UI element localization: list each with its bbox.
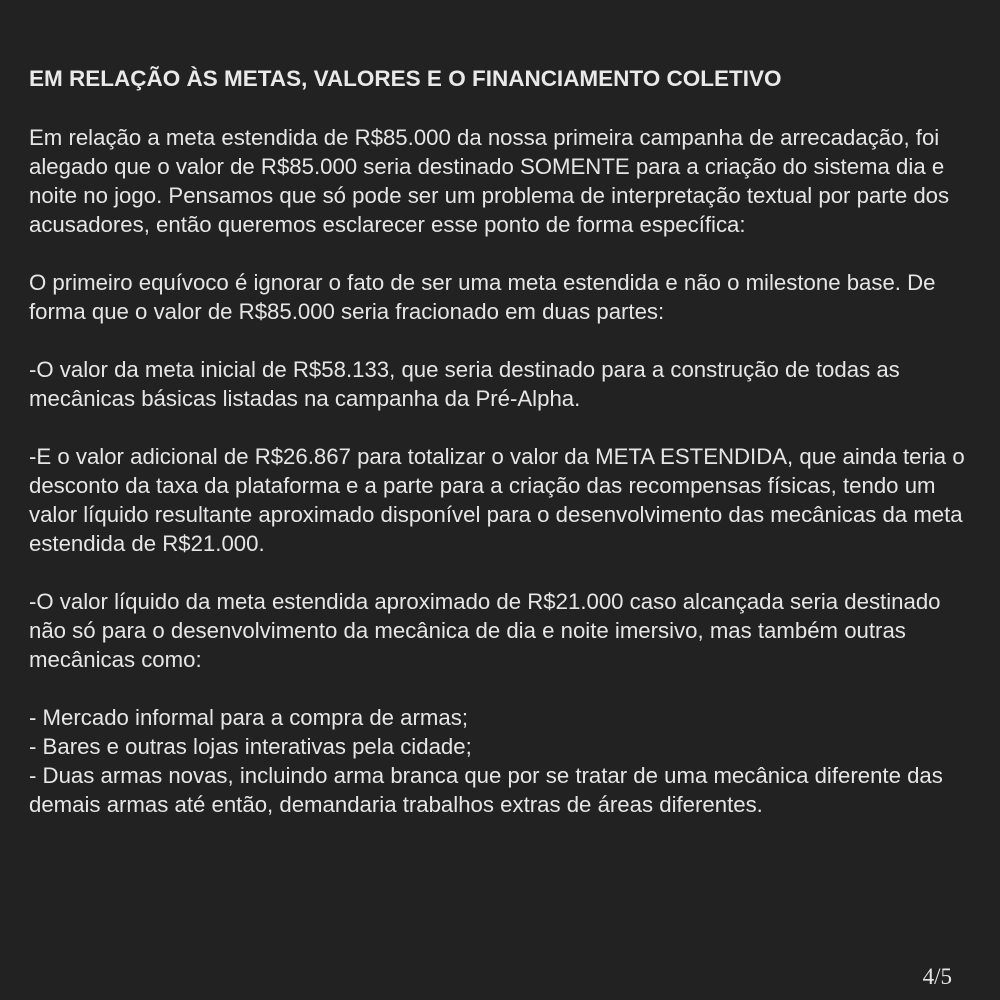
paragraph: -E o valor adicional de R$26.867 para totalizar o valor da META ESTENDIDA, que ainda teria o desconto da taxa da plataforma e a parte para a criação das recompensas físicas, tendo um valor líquido resultante aproximado disponível para o desenvolvimento das mecânicas da meta estendida de R$21.000. — [29, 444, 965, 556]
paragraph: -O valor líquido da meta estendida aproximado de R$21.000 caso alcançada seria destinado não só para o desenvolvimento da mecânica de dia e noite imersivo, mas também outras mecânicas como: — [29, 589, 941, 672]
document-heading: EM RELAÇÃO ÀS METAS, VALORES E O FINANCIAMENTO COLETIVO — [29, 66, 782, 91]
paragraph: O primeiro equívoco é ignorar o fato de ser uma meta estendida e não o milestone base. De forma que o valor de R$85.000 seria fracionado em duas partes: — [29, 270, 936, 324]
list-item: - Bares e outras lojas interativas pela cidade; — [29, 734, 472, 759]
paragraph: Em relação a meta estendida de R$85.000 da nossa primeira campanha de arrecadação, foi alegado que o valor de R$85.000 seria destinado SOMENTE para a criação do sistema dia e noite no jogo. Pensamos que só pode ser um problema de interpretação textual por parte dos acusadores, então queremos esclarecer esse ponto de forma específica: — [29, 125, 950, 237]
mechanics-list — [29, 703, 979, 819]
document-body — [29, 123, 979, 819]
list-item: - Duas armas novas, incluindo arma branca que por se tratar de uma mecânica diferente das demais armas até então, demandaria trabalhos extras de áreas diferentes. — [29, 763, 943, 817]
page-number: 4/5 — [922, 964, 952, 989]
paragraph: -O valor da meta inicial de R$58.133, que seria destinado para a construção de todas as mecânicas básicas listadas na campanha da Pré-Alpha. — [29, 357, 900, 411]
document-page — [29, 64, 979, 819]
list-item: - Mercado informal para a compra de armas; — [29, 705, 468, 730]
